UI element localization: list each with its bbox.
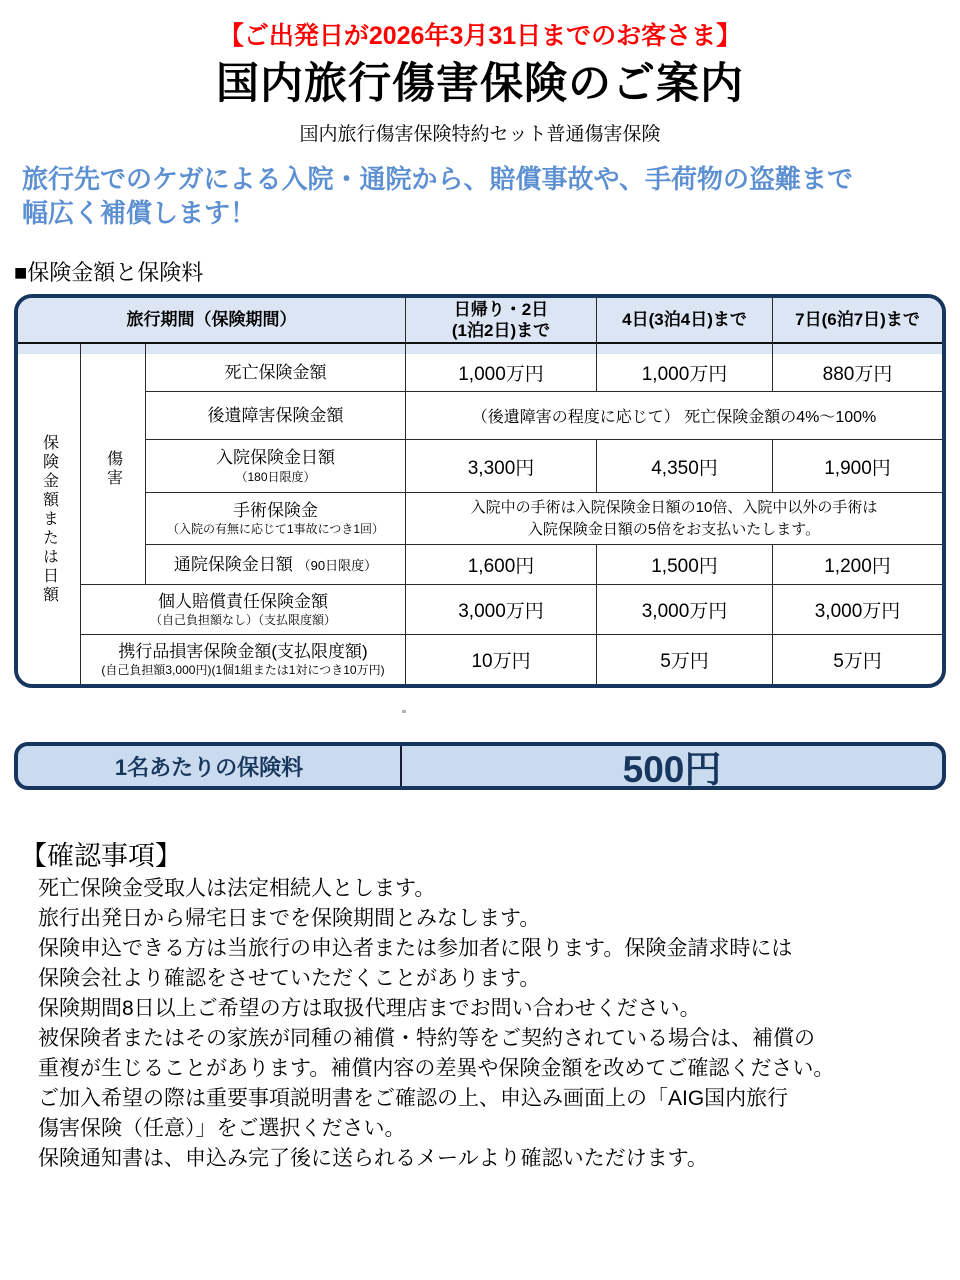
hospitalization-value-1: 3,300円	[406, 440, 597, 493]
outpatient-value-1: 1,600円	[406, 545, 597, 585]
liability-value-1: 3,000万円	[406, 585, 597, 635]
outpatient-value-3: 1,200円	[773, 545, 942, 585]
note-line: 保険会社より確認をさせていただくことがあります。	[38, 967, 541, 990]
table-row-surgery	[18, 493, 942, 545]
header-duration-1-line1: 日帰り・2日	[453, 299, 549, 319]
note-line: 被保険者またはその家族が同種の補償・特約等をご契約されている場合は、補償の	[38, 1027, 815, 1050]
header-duration-1-line2: (1泊2日)まで	[451, 321, 551, 340]
premium-bar	[14, 742, 946, 790]
header-duration-1	[406, 298, 597, 344]
surgery-merged-note: 入院中の手術は入院保険金日額の10倍、入院中以外の手術は 入院保険金日額の5倍をお支払いたします。	[406, 493, 942, 545]
outpatient-sublabel: （90日限度）	[297, 557, 378, 573]
note-line: ご加入希望の際は重要事項説明書をご確認の上、申込み画面上の「AIG国内旅行	[38, 1087, 789, 1110]
departure-date-banner: 【ご出発日が2026年3月31日までのお客さま】	[218, 22, 742, 50]
notes-heading: 【確認事項】	[20, 841, 182, 871]
death-value-2: 1,000万円	[597, 354, 773, 392]
belongings-value-1: 10万円	[406, 635, 597, 684]
outpatient-value-2: 1,500円	[597, 545, 773, 585]
notes-body	[38, 874, 834, 1174]
disability-merged-note: （後遺障害の程度に応じて） 死亡保険金額の4%～100%	[406, 392, 942, 440]
note-line: 保険期間8日以上ご希望の方は取扱代理店までお問い合わせください。	[38, 997, 701, 1020]
table-header-row	[18, 298, 942, 344]
header-duration-2: 4日(3泊4日)まで	[597, 298, 773, 344]
belongings-value-2: 5万円	[597, 635, 773, 684]
tagline-line1: 旅行先でのケガによる入院・通院から、賠償事故や、手荷物の盗難まで	[22, 164, 853, 194]
premium-value: 500円	[622, 749, 722, 790]
outpatient-label: 通院保険金日額 （90日限度）	[146, 545, 406, 585]
belongings-label: 携行品損害保険金額(支払限度額) (自己負担額3,000円)(1個1組または1対につき10万円)	[81, 635, 406, 684]
hospitalization-value-3: 1,900円	[773, 440, 942, 493]
table-row-hospitalization	[18, 440, 942, 493]
death-label: 死亡保険金額	[146, 354, 406, 392]
disability-label: 後遺障害保険金額	[146, 392, 406, 440]
death-value-3: 880万円	[773, 354, 942, 392]
surgery-label: 手術保険金 （入院の有無に応じて1事故につき1回）	[146, 493, 406, 545]
liability-value-2: 3,000万円	[597, 585, 773, 635]
hospitalization-value-2: 4,350円	[597, 440, 773, 493]
liability-label: 個人賠償責任保険金額 （自己負担額なし）（支払限度額）	[81, 585, 406, 635]
liability-sublabel: （自己負担額なし）（支払限度額）	[150, 613, 337, 628]
note-line: 旅行出発日から帰宅日までを保険期間とみなします。	[38, 907, 541, 930]
header-period: 旅行期間（保険期間）	[18, 298, 406, 344]
header-underline-strip	[18, 344, 942, 354]
hospitalization-label: 入院保険金日額 （180日限度）	[146, 440, 406, 493]
hospitalization-sublabel: （180日限度）	[235, 469, 316, 484]
header-duration-3: 7日(6泊7日)まで	[773, 298, 942, 344]
tagline	[22, 162, 853, 230]
surgery-sublabel: （入院の有無に応じて1事故につき1回）	[166, 522, 385, 537]
table-row-outpatient	[18, 545, 942, 585]
note-line: 重複が生じることがあります。補償内容の差異や保険金額を改めてご確認ください。	[38, 1057, 835, 1080]
page-title: 国内旅行傷害保険のご案内	[216, 60, 744, 108]
note-line: 傷害保険（任意）」をご選択ください。	[38, 1117, 406, 1140]
premium-label: 1名あたりの保険料	[18, 746, 402, 786]
belongings-sublabel: (自己負担額3,000円)(1個1組または1対につき10万円)	[101, 663, 385, 678]
coverage-table	[14, 294, 946, 688]
table-row-death	[18, 354, 942, 392]
table-row-belongings	[18, 635, 942, 684]
page-subtitle: 国内旅行傷害保険特約セット普通傷害保険	[299, 124, 661, 145]
table-row-liability	[18, 585, 942, 635]
note-line: 保険申込できる方は当旅行の申込者または参加者に限ります。保険金請求時には	[38, 937, 793, 960]
sideways-amount-label: 保険金額または日額	[18, 354, 81, 684]
note-line: 保険通知書は、申込み完了後に送られるメールより確認いただけます。	[38, 1147, 708, 1170]
liability-value-3: 3,000万円	[773, 585, 942, 635]
belongings-value-3: 5万円	[833, 651, 882, 672]
death-value-1: 1,000万円	[406, 354, 597, 392]
note-line: 死亡保険金受取人は法定相続人とします。	[38, 877, 436, 900]
coverage-section-heading: ■保険金額と保険料	[14, 260, 204, 285]
table-row-disability	[18, 392, 942, 440]
scan-artifact-dot	[402, 710, 406, 713]
tagline-line2: 幅広く補償します！	[22, 198, 257, 228]
sideways-injury-label: 傷害	[81, 354, 146, 585]
